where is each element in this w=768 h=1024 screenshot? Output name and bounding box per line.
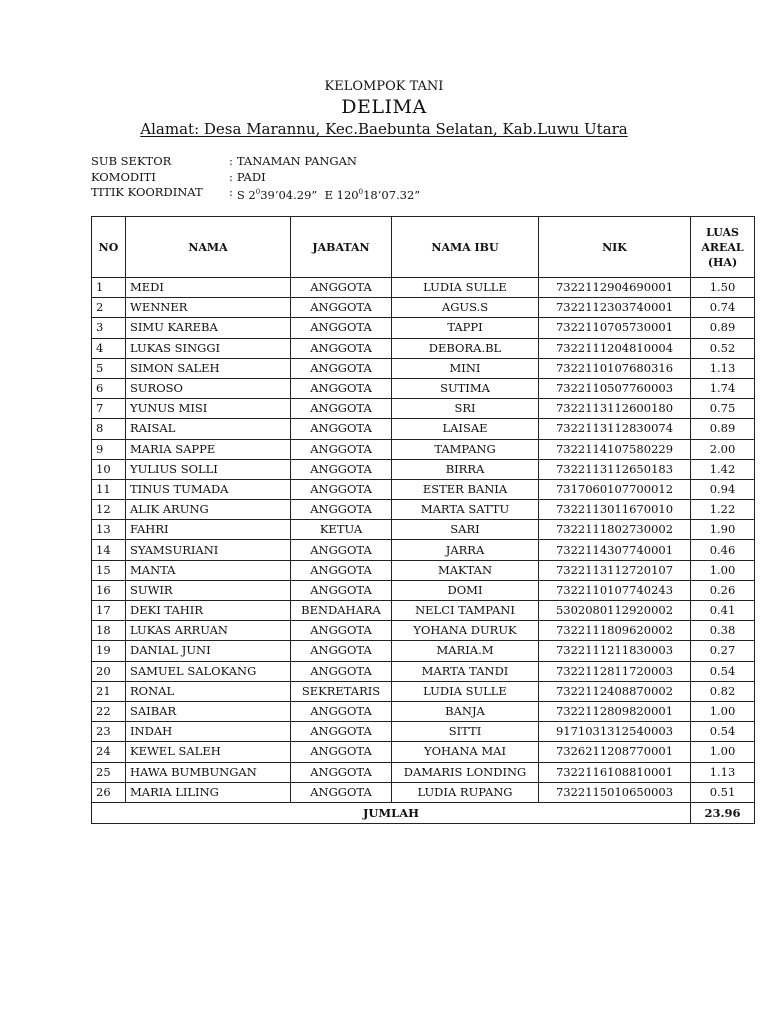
table-row (92, 378, 755, 398)
cell-nama-ibu: MINI (392, 358, 539, 378)
table-header-row (92, 217, 755, 278)
cell-nama: KEWEL SALEH (126, 742, 291, 762)
col-header-nik: NIK (539, 217, 691, 278)
cell-nama-ibu: NELCI TAMPANI (392, 601, 539, 621)
cell-nama-ibu: MARTA TANDI (392, 661, 539, 681)
cell-no: 8 (92, 419, 126, 439)
cell-luas-areal: 1.90 (691, 520, 755, 540)
cell-nik: 9171031312540003 (539, 722, 691, 742)
cell-jabatan: ANGGOTA (291, 701, 392, 721)
lon-suffix: 18’07.32” (363, 187, 421, 202)
table-row (92, 681, 755, 701)
meta-block (91, 154, 420, 203)
cell-jabatan: ANGGOTA (291, 318, 392, 338)
cell-luas-areal: 0.51 (691, 782, 755, 802)
cell-nik: 7322111204810004 (539, 338, 691, 358)
cell-luas-areal: 1.13 (691, 358, 755, 378)
cell-nama-ibu: JARRA (392, 540, 539, 560)
cell-no: 20 (92, 661, 126, 681)
cell-nama-ibu: DAMARIS LONDING (392, 762, 539, 782)
cell-nama: LUKAS ARRUAN (126, 621, 291, 641)
cell-jabatan: ANGGOTA (291, 419, 392, 439)
total-row (92, 802, 755, 823)
group-type-heading: KELOMPOK TANI (324, 79, 444, 94)
cell-nama-ibu: MARIA.M (392, 641, 539, 661)
cell-nik: 7322110107740243 (539, 580, 691, 600)
cell-nama: INDAH (126, 722, 291, 742)
cell-luas-areal: 1.00 (691, 701, 755, 721)
col-header-no: NO (92, 217, 126, 278)
cell-no: 14 (92, 540, 126, 560)
cell-no: 16 (92, 580, 126, 600)
cell-no: 25 (92, 762, 126, 782)
komoditi-label: KOMODITI (91, 169, 156, 184)
cell-nama-ibu: BIRRA (392, 459, 539, 479)
group-name-heading: DELIMA (341, 96, 427, 118)
cell-nik: 7322113112830074 (539, 419, 691, 439)
cell-jabatan: ANGGOTA (291, 278, 392, 298)
cell-nik: 7322115010650003 (539, 782, 691, 802)
cell-no: 19 (92, 641, 126, 661)
cell-nik: 7322111211830003 (539, 641, 691, 661)
cell-nama-ibu: BANJA (392, 701, 539, 721)
col-header-jabatan: JABATAN (291, 217, 392, 278)
cell-nama: LUKAS SINGGI (126, 338, 291, 358)
cell-nik: 7322110507760003 (539, 378, 691, 398)
cell-nama: MANTA (126, 560, 291, 580)
cell-luas-areal: 0.75 (691, 399, 755, 419)
col-header-nama-ibu: NAMA IBU (392, 217, 539, 278)
cell-luas-areal: 2.00 (691, 439, 755, 459)
cell-nik: 7322112303740001 (539, 298, 691, 318)
table-row (92, 399, 755, 419)
cell-jabatan: ANGGOTA (291, 762, 392, 782)
sub-sektor-value: TANAMAN PANGAN (236, 154, 357, 168)
cell-no: 3 (92, 318, 126, 338)
cell-nik: 7322111802730002 (539, 520, 691, 540)
cell-no: 23 (92, 722, 126, 742)
cell-nama-ibu: DOMI (392, 580, 539, 600)
meta-colon: : (229, 154, 233, 168)
cell-nik: 7322112809820001 (539, 701, 691, 721)
cell-nama-ibu: YOHANA MAI (392, 742, 539, 762)
cell-luas-areal: 0.54 (691, 722, 755, 742)
cell-nama: YUNUS MISI (126, 399, 291, 419)
cell-nama: HAWA BUMBUNGAN (126, 762, 291, 782)
cell-luas-areal: 0.54 (691, 661, 755, 681)
cell-jabatan: SEKRETARIS (291, 681, 392, 701)
cell-luas-areal: 0.89 (691, 419, 755, 439)
lon-degree-sup: 0 (358, 188, 364, 196)
cell-nik: 7322110107680316 (539, 358, 691, 378)
cell-luas-areal: 1.74 (691, 378, 755, 398)
table-row (92, 520, 755, 540)
cell-nik: 7322113112720107 (539, 560, 691, 580)
cell-nik: 7322112408870002 (539, 681, 691, 701)
cell-nama-ibu: MARTA SATTU (392, 500, 539, 520)
cell-nama: SUROSO (126, 378, 291, 398)
cell-jabatan: ANGGOTA (291, 338, 392, 358)
cell-nama-ibu: TAPPI (392, 318, 539, 338)
cell-nik: 7322114307740001 (539, 540, 691, 560)
cell-nama: SYAMSURIANI (126, 540, 291, 560)
cell-nama: MARIA SAPPE (126, 439, 291, 459)
cell-luas-areal: 0.52 (691, 338, 755, 358)
cell-nama: FAHRI (126, 520, 291, 540)
cell-jabatan: KETUA (291, 520, 392, 540)
table-row (92, 560, 755, 580)
cell-no: 9 (92, 439, 126, 459)
cell-nama: TINUS TUMADA (126, 479, 291, 499)
cell-luas-areal: 1.50 (691, 278, 755, 298)
cell-luas-areal: 0.41 (691, 601, 755, 621)
cell-no: 2 (92, 298, 126, 318)
cell-no: 24 (92, 742, 126, 762)
cell-nama: YULIUS SOLLI (126, 459, 291, 479)
cell-nama: WENNER (126, 298, 291, 318)
cell-jabatan: ANGGOTA (291, 459, 392, 479)
cell-nama: SUWIR (126, 580, 291, 600)
cell-no: 1 (92, 278, 126, 298)
cell-luas-areal: 1.22 (691, 500, 755, 520)
total-label: JUMLAH (92, 802, 691, 823)
cell-no: 18 (92, 621, 126, 641)
table-row (92, 338, 755, 358)
table-row (92, 782, 755, 802)
cell-no: 26 (92, 782, 126, 802)
cell-nama: SIMON SALEH (126, 358, 291, 378)
cell-jabatan: ANGGOTA (291, 560, 392, 580)
meta-row-sub-sektor (91, 154, 420, 170)
table-row (92, 318, 755, 338)
cell-nama: RAISAL (126, 419, 291, 439)
cell-luas-areal: 1.00 (691, 560, 755, 580)
cell-jabatan: ANGGOTA (291, 782, 392, 802)
table-row (92, 459, 755, 479)
cell-no: 21 (92, 681, 126, 701)
cell-luas-areal: 0.82 (691, 681, 755, 701)
cell-no: 11 (92, 479, 126, 499)
sub-sektor-label: SUB SEKTOR (91, 154, 172, 168)
cell-nama-ibu: AGUS.S (392, 298, 539, 318)
cell-no: 22 (92, 701, 126, 721)
members-table (91, 216, 755, 824)
cell-luas-areal: 1.00 (691, 742, 755, 762)
cell-nik: 7322112904690001 (539, 278, 691, 298)
cell-no: 5 (92, 358, 126, 378)
cell-nama: SIMU KAREBA (126, 318, 291, 338)
cell-luas-areal: 0.89 (691, 318, 755, 338)
cell-nik: 7322113112650183 (539, 459, 691, 479)
cell-nik: 7317060107700012 (539, 479, 691, 499)
cell-nama-ibu: YOHANA DURUK (392, 621, 539, 641)
lat-suffix: 39’04.29” (260, 187, 318, 202)
meta-colon: : (229, 185, 233, 199)
cell-jabatan: ANGGOTA (291, 661, 392, 681)
table-row (92, 580, 755, 600)
table-row (92, 621, 755, 641)
table-row (92, 641, 755, 661)
cell-nik: 7322116108810001 (539, 762, 691, 782)
cell-nama-ibu: DEBORA.BL (392, 338, 539, 358)
cell-nik: 7322110705730001 (539, 318, 691, 338)
lat-degree-sup: 0 (255, 188, 261, 196)
address-heading: Alamat: Desa Marannu, Kec.Baebunta Selatan, Kab.Luwu Utara (140, 120, 628, 138)
cell-jabatan: BENDAHARA (291, 601, 392, 621)
cell-luas-areal: 0.27 (691, 641, 755, 661)
cell-nik: 7322114107580229 (539, 439, 691, 459)
cell-jabatan: ANGGOTA (291, 500, 392, 520)
cell-nik: 7322113011670010 (539, 500, 691, 520)
cell-nama-ibu: SARI (392, 520, 539, 540)
cell-no: 6 (92, 378, 126, 398)
cell-nik: 7322111809620002 (539, 621, 691, 641)
cell-jabatan: ANGGOTA (291, 439, 392, 459)
table-row (92, 661, 755, 681)
cell-luas-areal: 0.46 (691, 540, 755, 560)
table-body (92, 278, 755, 803)
cell-jabatan: ANGGOTA (291, 479, 392, 499)
cell-no: 12 (92, 500, 126, 520)
cell-jabatan: ANGGOTA (291, 399, 392, 419)
cell-nama: DANIAL JUNI (126, 641, 291, 661)
cell-nama-ibu: LUDIA SULLE (392, 681, 539, 701)
cell-nama: SAMUEL SALOKANG (126, 661, 291, 681)
lat-prefix: S 2 (236, 187, 256, 202)
cell-nama: SAIBAR (126, 701, 291, 721)
cell-jabatan: ANGGOTA (291, 742, 392, 762)
cell-jabatan: ANGGOTA (291, 358, 392, 378)
cell-jabatan: ANGGOTA (291, 540, 392, 560)
komoditi-value: PADI (236, 169, 266, 184)
meta-row-koordinat (91, 185, 420, 203)
table-row (92, 742, 755, 762)
table-row (92, 701, 755, 721)
cell-jabatan: ANGGOTA (291, 298, 392, 318)
col-header-nama: NAMA (126, 217, 291, 278)
cell-nik: 5302080112920002 (539, 601, 691, 621)
cell-nik: 7322113112600180 (539, 399, 691, 419)
table-row (92, 601, 755, 621)
cell-jabatan: ANGGOTA (291, 621, 392, 641)
lon-prefix: E 120 (324, 187, 359, 202)
col-header-luas-areal (691, 217, 755, 278)
cell-nama-ibu: SUTIMA (392, 378, 539, 398)
cell-jabatan: ANGGOTA (291, 722, 392, 742)
table-row (92, 762, 755, 782)
total-value: 23.96 (691, 802, 755, 823)
cell-luas-areal: 1.13 (691, 762, 755, 782)
cell-jabatan: ANGGOTA (291, 378, 392, 398)
cell-jabatan: ANGGOTA (291, 580, 392, 600)
cell-no: 4 (92, 338, 126, 358)
titik-koordinat-label: TITIK KOORDINAT (91, 185, 203, 199)
table-row (92, 439, 755, 459)
cell-nama-ibu: MAKTAN (392, 560, 539, 580)
cell-nik: 7326211208770001 (539, 742, 691, 762)
table-row (92, 419, 755, 439)
cell-no: 15 (92, 560, 126, 580)
cell-nama-ibu: LUDIA SULLE (392, 278, 539, 298)
table-row (92, 479, 755, 499)
cell-luas-areal: 0.26 (691, 580, 755, 600)
cell-no: 7 (92, 399, 126, 419)
cell-nama: ALIK ARUNG (126, 500, 291, 520)
table-row (92, 298, 755, 318)
cell-nama-ibu: SITTI (392, 722, 539, 742)
cell-luas-areal: 1.42 (691, 459, 755, 479)
cell-luas-areal: 0.74 (691, 298, 755, 318)
cell-nik: 7322112811720003 (539, 661, 691, 681)
luas-header-line: (HA) (707, 255, 738, 269)
cell-nama: MEDI (126, 278, 291, 298)
cell-nama: MARIA LILING (126, 782, 291, 802)
table-row (92, 500, 755, 520)
meta-row-komoditi (91, 170, 420, 186)
cell-nama-ibu: ESTER BANIA (392, 479, 539, 499)
table-row (92, 540, 755, 560)
cell-nama-ibu: LUDIA RUPANG (392, 782, 539, 802)
luas-header-line: LUAS (706, 225, 739, 239)
table-row (92, 722, 755, 742)
cell-luas-areal: 0.94 (691, 479, 755, 499)
cell-luas-areal: 0.38 (691, 621, 755, 641)
cell-nama-ibu: SRI (392, 399, 539, 419)
cell-nama-ibu: LAISAE (392, 419, 539, 439)
cell-jabatan: ANGGOTA (291, 641, 392, 661)
cell-nama: DEKI TAHIR (126, 601, 291, 621)
titik-koordinat-value (237, 185, 420, 203)
table-row (92, 278, 755, 298)
cell-no: 13 (92, 520, 126, 540)
meta-colon: : (229, 169, 233, 184)
cell-no: 17 (92, 601, 126, 621)
cell-no: 10 (92, 459, 126, 479)
table-row (92, 358, 755, 378)
cell-nama-ibu: TAMPANG (392, 439, 539, 459)
luas-header-line: AREAL (701, 240, 744, 254)
cell-nama: RONAL (126, 681, 291, 701)
